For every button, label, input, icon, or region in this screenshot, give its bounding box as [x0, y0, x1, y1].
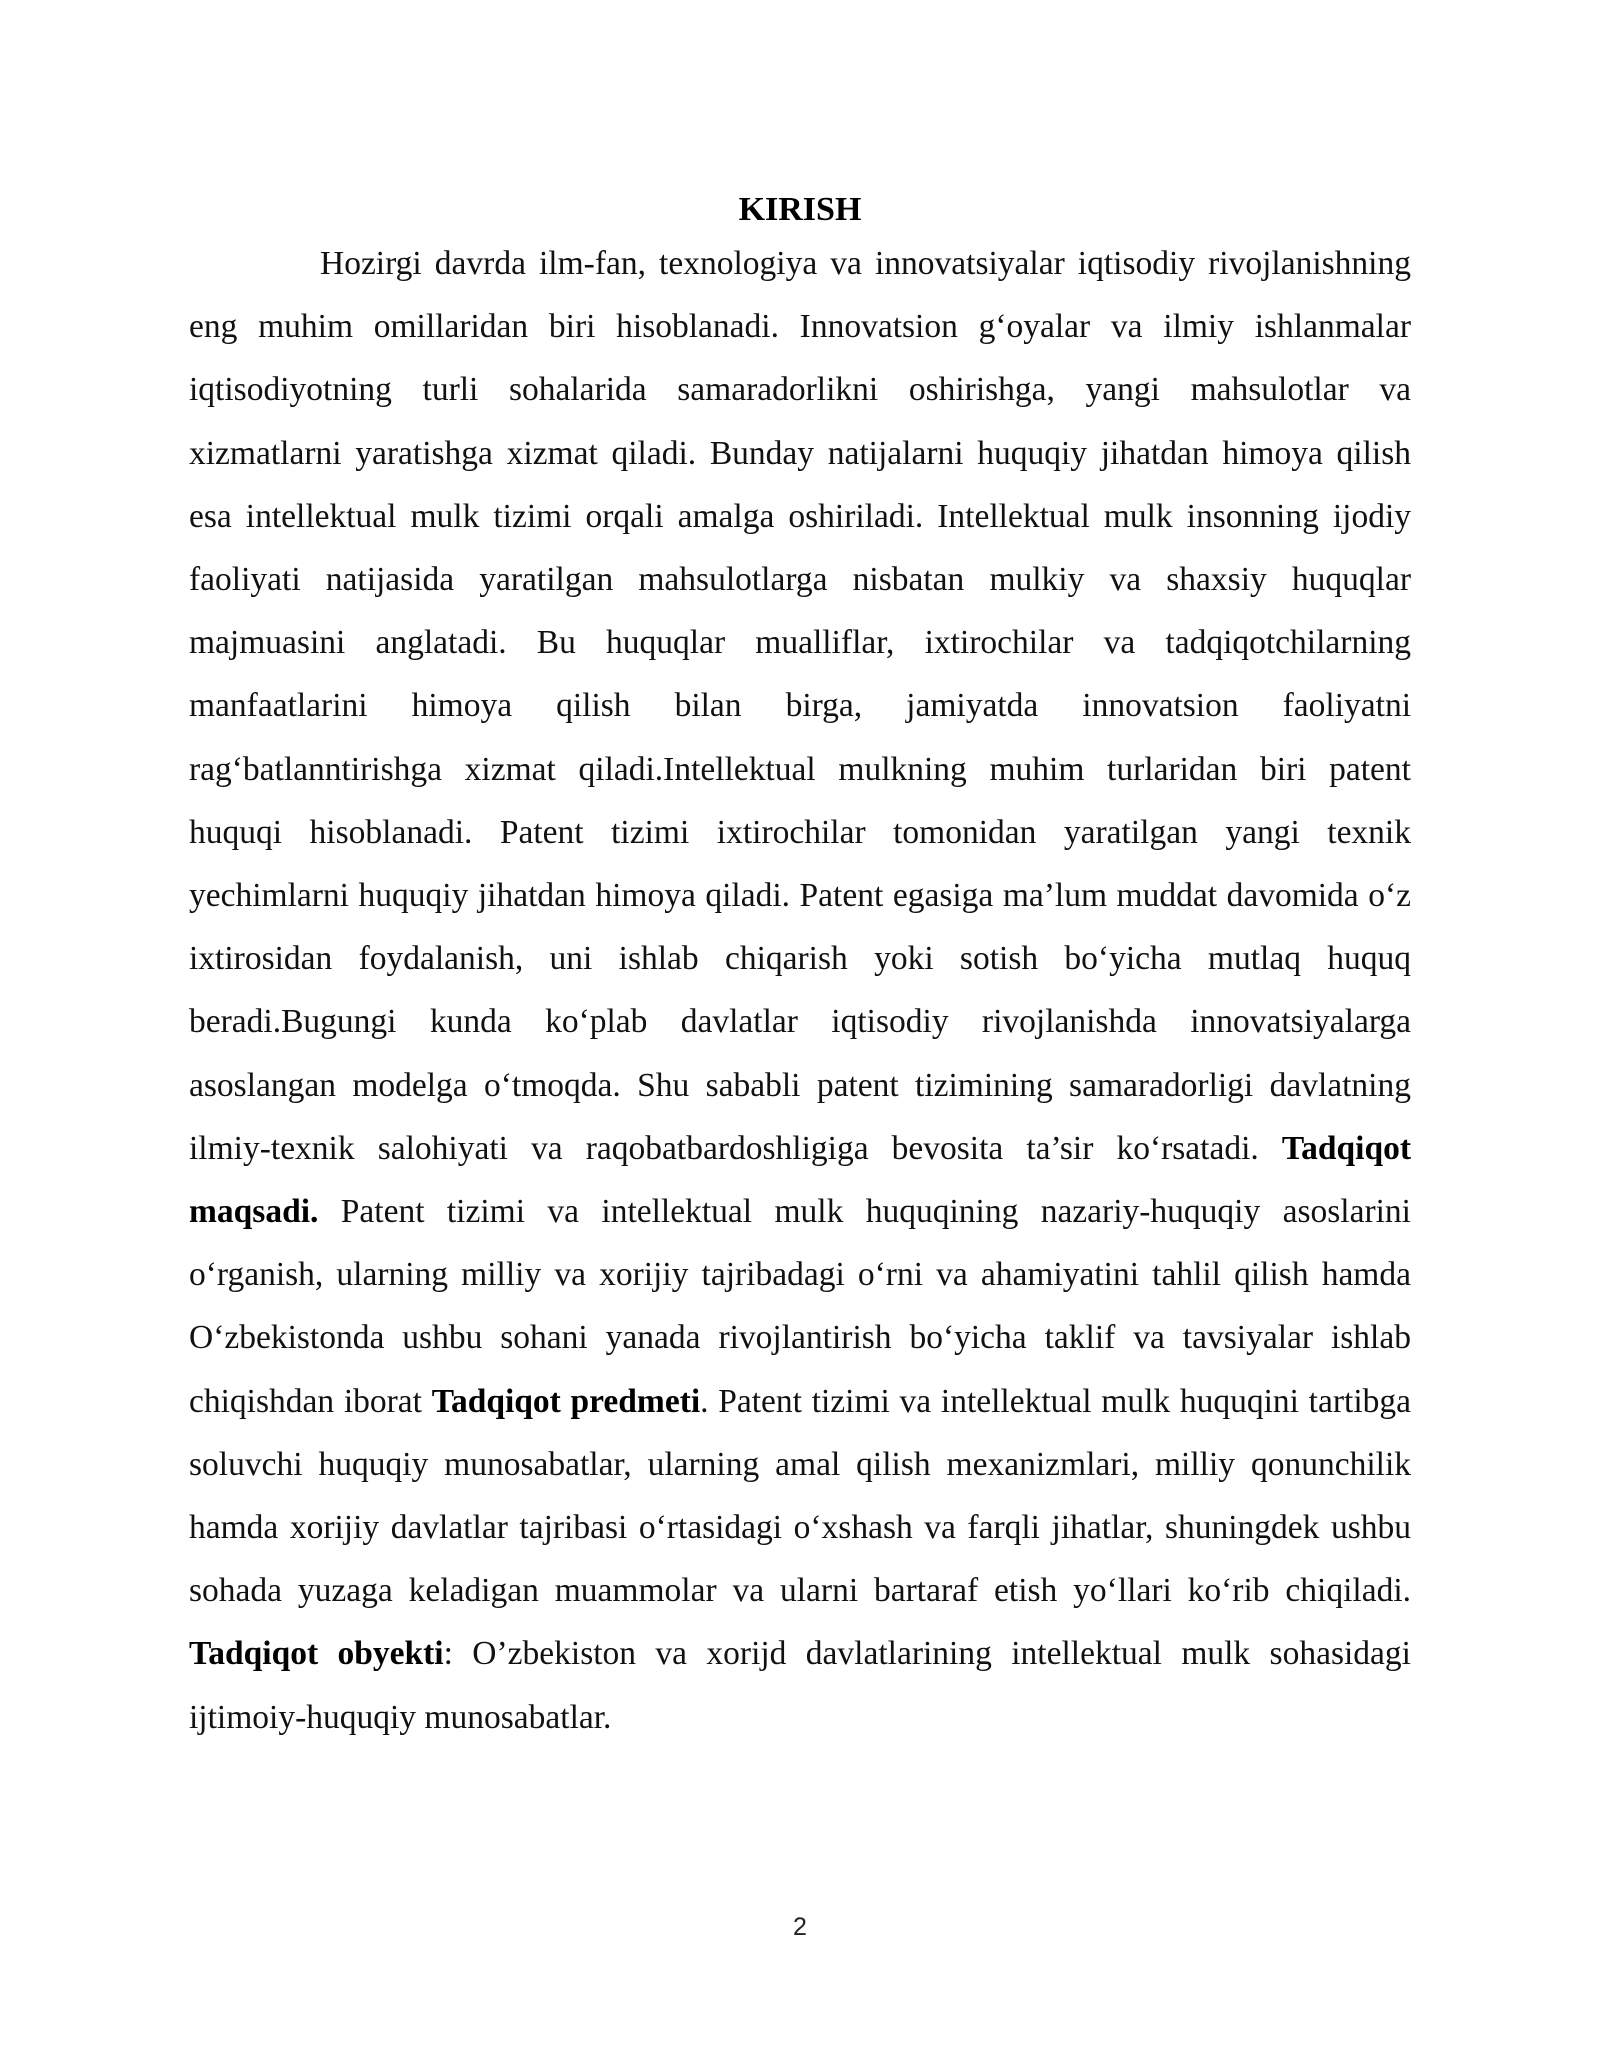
body-paragraph	[189, 232, 1411, 1749]
paragraph-text-4: : O’zbekiston va xorijd davlatlarining intellektual mulk sohasidagi ijtimoiy-huquqiy munosabatlar.	[189, 1635, 1411, 1736]
bold-term-research-subject: Tadqiqot predmeti	[431, 1382, 701, 1420]
section-heading: KIRISH	[738, 191, 862, 228]
bold-term-research-aim: Tadqiqot maqsadi.	[189, 1129, 1411, 1231]
bold-term-research-object: Tadqiqot obyekti	[189, 1635, 444, 1673]
paragraph-text-3: . Patent tizimi va intellektual mulk huquqini tartibga soluvchi huquqiy munosabatlar, ularning amal qilish mexanizmlari, milliy qonunchilik hamda xorijiy davlatlar tajribasi o‘rtasidagi o‘xshash va farqli jihatlar, shuningdek ushbu sohada yuzaga keladigan muammolar va ularni bartaraf etish yo‘llari ko‘rib chiqiladi.	[189, 1382, 1411, 1610]
paragraph-text-1: Hozirgi davrda ilm-fan, texnologiya va innovatsiyalar iqtisodiy rivojlanishning eng muhim omillaridan biri hisoblanadi. Innovatsion g‘oyalar va ilmiy ishlanmalar iqtisodiyotning turli sohalarida samaradorlikni oshirishga, yangi mahsulotlar va xizmatlarni yaratishga xizmat qiladi. Bunday natijalarni huquqiy jihatdan himoya qilish esa intellektual mulk tizimi orqali amalga oshiriladi. Intellektual mulk insonning ijodiy faoliyati natijasida yaratilgan mahsulotlarga nisbatan mulkiy va shaxsiy huquqlar majmuasini anglatadi. Bu huquqlar mualliflar, ixtirochilar va tadqiqotchilarning manfaatlarini himoya qilish bilan birga, jamiyatda innovatsion faoliyatni rag‘batlanntirishga xizmat qiladi.Intellektual mulkning muhim turlaridan biri patent huquqi hisoblanadi. Patent tizimi ixtirochilar tomonidan yaratilgan yangi texnik yechimlarni huquqiy jihatdan himoya qiladi. Patent egasiga ma’lum muddat davomida o‘z ixtirosidan foydalanish, uni ishlab chiqarish yoki sotish bo‘yicha mutlaq huquq beradi.Bugungi kunda ko‘plab davlatlar iqtisodiy rivojlanishda innovatsiyalarga asoslangan modelga o‘tmoqda. Shu sababli patent tizimining samaradorligi davlatning ilmiy-texnik salohiyati va raqobatbardoshligiga bevosita ta’sir ko‘rsatadi.	[189, 245, 1411, 1167]
page-number: 2	[793, 1913, 807, 1941]
paragraph-text-2: Patent tizimi va intellektual mulk huquqining nazariy-huquqiy asoslarini o‘rganish, ularning milliy va xorijiy tajribadagi o‘rni va ahamiyatini tahlil qilish hamda O‘zbekistonda ushbu sohani yanada rivojlantirish bo‘yicha taklif va tavsiyalar ishlab chiqishdan iborat	[189, 1193, 1411, 1420]
